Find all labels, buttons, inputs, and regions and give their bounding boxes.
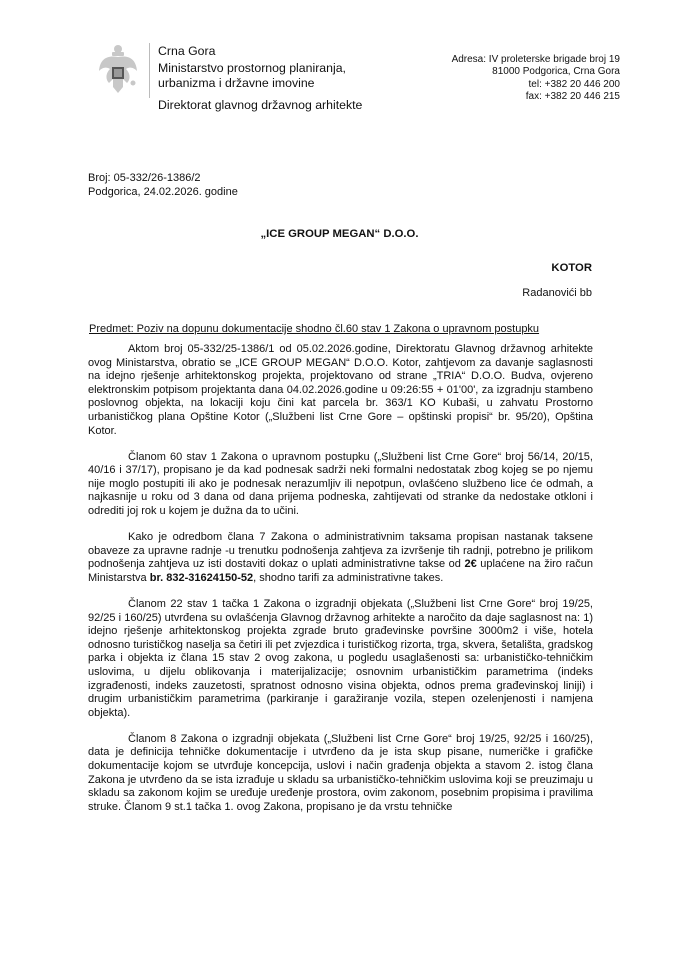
header-divider [149,43,150,98]
paragraph-request: Aktom broj 05-332/25-1386/1 od 05.02.2026.godine, Direktoratu Glavnog državnog arhitekte ovog Ministarstva, obratio se „ICE GROUP MEGAN“ D.O.O. Kotor, zahtjevom za davanje saglasnosti na idejno rješenje arhitektonskog projekta, projektovano od strane „TRIA“ D.O.O. Budva, ovjereno elektronskim potpisom projektanta dana 04.02.2026.godine u 09:26:55 + 01'00', za izgradnju stambeno poslovnog objekta, na lokaciji koju čini kat parcela br. 363/1 KO Kubaši, u zahvatu Prostorno urbanističkog plana Opštine Kotor („Službeni list Crne Gore – opštinski propisi“ br. 95/20), Opština Kotor. [88,343,593,437]
issuer-block [158,44,362,113]
recipient-name: „ICE GROUP MEGAN“ D.O.O. [260,228,419,240]
reference-number: Broj: 05-332/26-1386/2 [88,172,201,184]
ministry-name-line2: urbanizma i državne imovine [158,76,315,90]
fee-text-c: , shodno tarifi za administrativne takes. [253,571,444,584]
recipient-street: Radanovići bb [522,287,592,299]
letter-body [88,343,593,827]
fee-text-a: Kako je odredbom člana 7 Zakona o administrativnim taksama propisan nastanak taksene obaveze za upravne radnje -u trenutku podnošenja zahtjeva za izvršenje tih radnji, potrebno je prilikom podnošenja zahtjeva uz isti dostaviti dokaz o uplati administrativne takse od [88,531,593,571]
directorate-name: Direktorat glavnog državnog arhitekte [158,97,363,112]
subject-line: Predmet: Poziv na dopunu dokumentacije shodno čl.60 stav 1 Zakona o upravnom postupku [89,323,540,335]
fee-amount: 2€ [464,558,477,571]
montenegro-coat-of-arms-icon [97,43,139,99]
paragraph-article-60: Članom 60 stav 1 Zakona o upravnom postupku („Službeni list Crne Gore“ broj 56/14, 20/15, 40/16 i 37/17), propisano je da kad podnesak sadrži neki formalni nedostatak zbog kojeg se po njemu nije moglo postupiti ili ako je podnesak nerazumljiv ili nepotpun, ovlašćeno službeno lice će odmah, a najkasnije u roku od 3 dana od dana prijema podneska, zahtijevati od stranke da nedostake otkloni i odrediti joj rok u kojem je dužna da to učini. [88,450,593,518]
paragraph-article-22: Članom 22 stav 1 tačka 1 Zakona o izgradnji objekata („Službeni list Crne Gore“ broj 19/25, 92/25 i 160/25) utvrđena su ovlašćenja Glavnog državnog arhitekte a naročito da daje saglasnost na: 1) idejno rješenje arhitektonskog projekta zgrade bruto građevinske površine 3000m2 i više, hotela odnosno turističkog naselja sa četiri ili pet zvjezdica i turističkog rizorta, trga, skvera, šetališta, gradskog parka i objekta iz člana 15 stav 2 ovog zakona, u pogledu usaglašenosti sa: urbanističko-tehničkim uslovima, u dijelu oblikovanja i materijalizacije; osnovnim urbanističkim parametrima (indeks izgrađenosti, indeks zauzetosti, spratnost odnosno visina objekta, odnos prema građevinskoj liniji) i drugim urbanističkim parametrima (parkiranje i garažiranje vozila, stepen ozelenjenosti i namjena objekta). [88,598,593,719]
telephone: tel: +382 20 446 200 [528,78,620,90]
paragraph-article-8: Članom 8 Zakona o izgradnji objekata („Službeni list Crne Gore“ broj 19/25, 92/25 i 160/25), data je definicija tehničke dokumentacije i utvrđeno da je ista skup pisane, numeričke i grafičke dokumentacije kojom se utvrđuje koncepcija, uslovi i način građenja objekta a stavom 2. istog člana Zakona je utvrđeno da se ista izrađuje u skladu sa urbanističko-tehničkim uslovima koji se preuzimaju u skladu sa zakonom kojim se uređuje uređenje prostora, ovim zakonom, posebnim propisima i pravilima struke. Članom 9 st.1 tačka 1. ovog Zakona, propisano je da vrstu tehničke [88,732,593,813]
recipient-city: KOTOR [551,262,592,274]
ministry-name-line1: Ministarstvo prostornog planiranja, [158,60,346,75]
paragraph-admin-fee [88,531,593,585]
address-line2: 81000 Podgorica, Crna Gora [492,66,620,78]
country-name: Crna Gora [158,44,216,58]
address-line1: Adresa: IV proleterske brigade broj 19 [451,54,620,65]
reference-block [88,172,238,199]
fax: fax: +382 20 446 215 [525,90,620,102]
fee-text-b: uplaćene na žiro račun Ministarstva [88,558,593,584]
place-and-date: Podgorica, 24.02.2026. godine [88,185,238,198]
bank-account: br. 832-31624150-52 [149,571,254,584]
contact-block [430,54,620,103]
